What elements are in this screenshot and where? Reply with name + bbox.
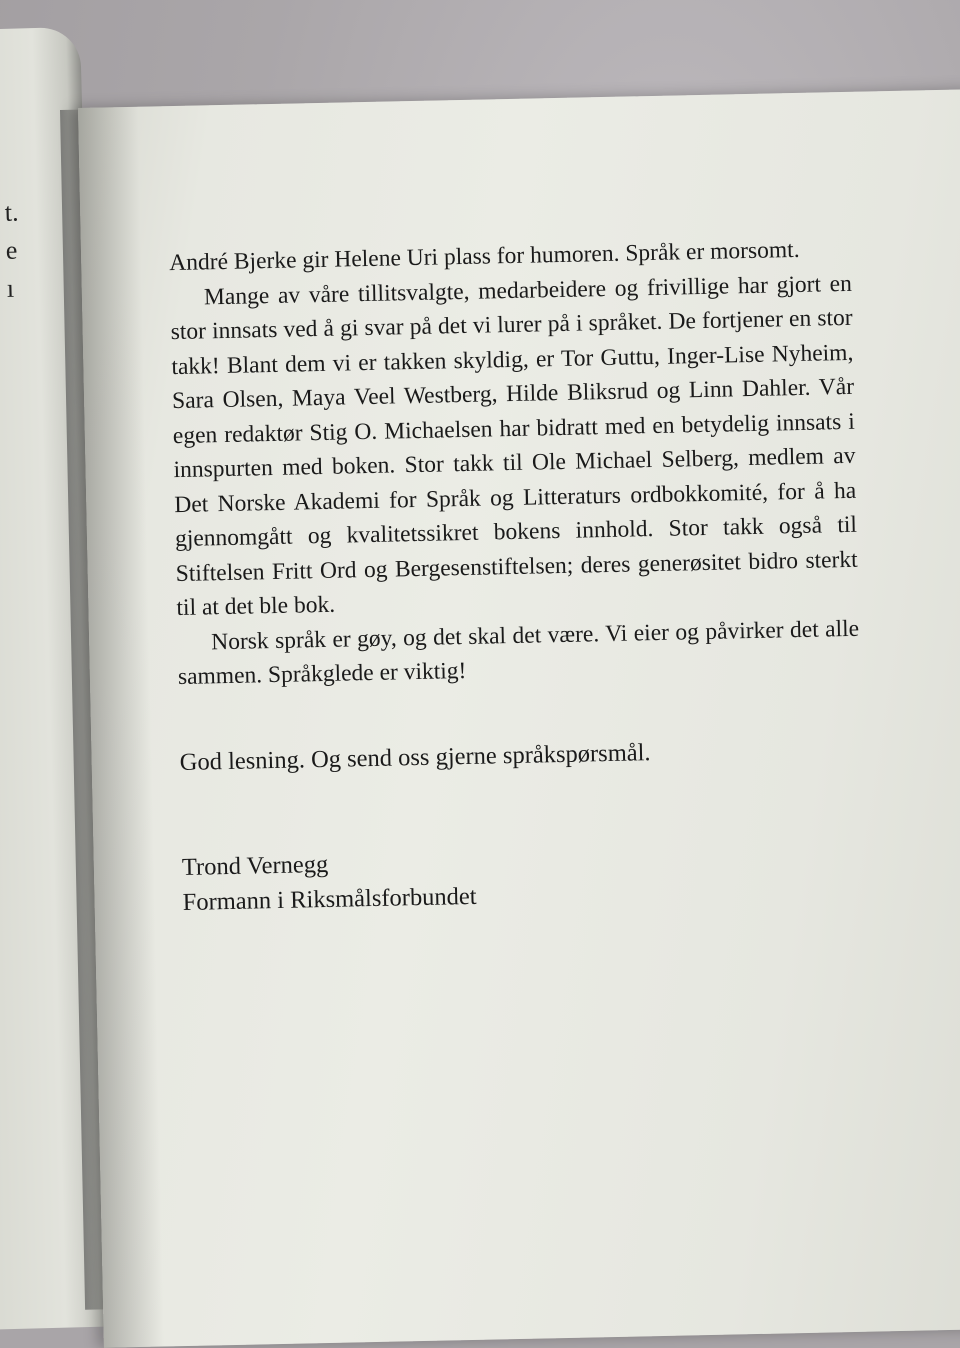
fragment-3: ı — [6, 273, 15, 303]
signature — [182, 836, 865, 920]
book-page — [78, 89, 960, 1348]
paragraph-acknowledgements: Mange av våre tillitsvalgte, medarbeidere og frivillige har gjort en stor innsats ved å gi svar på det vi lurer på i språket. De fortjener en stor takk! Blant dem vi er takken skyldig, er Tor Guttu, Inger-Lise Nyheim, Sara Olsen, Maya Veel Westberg, Hilde Bliksrud og Linn Dahler. Vår egen redaktør Stig O. Michaelsen har bidratt med en betydelig innsats i innspurten med boken. Stor takk til Ole Michael Selberg, medlem av Det Norske Akademi for Språk og Litteraturs ordbokkomité, for å ha gjennomgått og kvalitetssikret bokens innhold. Stor takk også til Stiftelsen Fritt Ord og Bergesenstiftelsen; deres generøsitet bidro sterkt til at det ble bok. — [170, 270, 858, 622]
signature-name: Trond Vernegg — [181, 850, 329, 881]
paragraph-language-joy: Norsk språk er gøy, og det skal det være. Vi eier og påvirker det alle sammen. Språkglede er viktig! — [177, 615, 860, 691]
signature-title: Formann i Riksmålsforbundet — [182, 882, 477, 916]
fragment-1: t. — [4, 197, 19, 227]
page-text — [169, 232, 865, 920]
previous-page-text-fragments — [4, 193, 37, 308]
paragraph-humor: André Bjerke gir Helene Uri plass for humoren. Språk er morsomt. — [168, 236, 800, 277]
closing-line: God lesning. Og send oss gjerne språkspørsmål. — [179, 738, 651, 776]
fragment-2: e — [5, 235, 18, 265]
